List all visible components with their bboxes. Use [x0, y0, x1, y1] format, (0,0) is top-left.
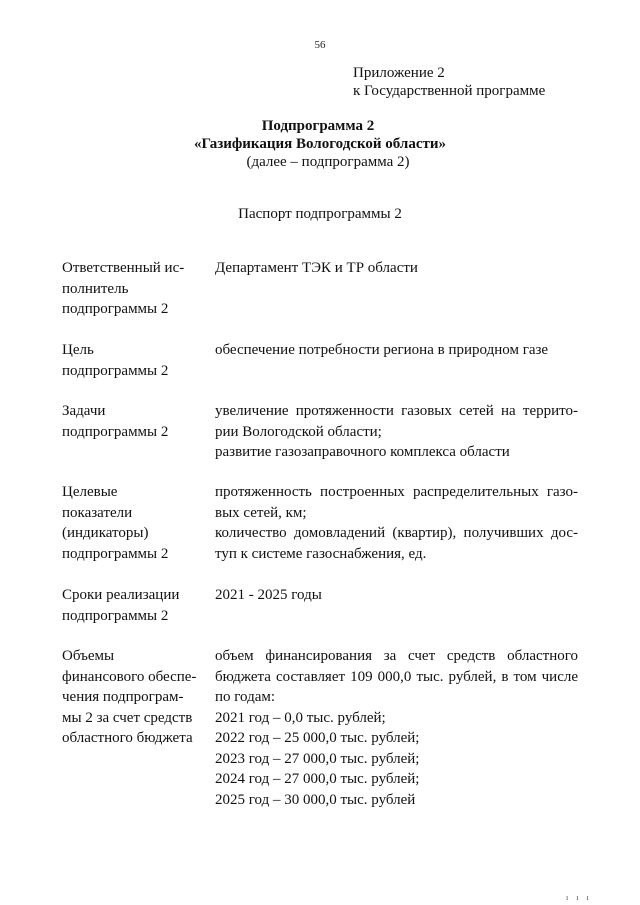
content-line: 2021 - 2025 годы [215, 587, 322, 603]
label-line: Сроки реализации [62, 587, 180, 603]
row-label [62, 258, 212, 320]
label-line: областного бюджета [62, 730, 193, 746]
appendix-line-1: Приложение 2 [353, 65, 445, 81]
row-content [215, 401, 578, 463]
title-line-2: «Газификация Вологодской области» [193, 136, 446, 152]
content-line: 2022 год – 25 000,0 тыс. рублей; [215, 730, 420, 746]
label-line: подпрограммы 2 [62, 607, 169, 624]
label-line: (индикаторы) [62, 525, 149, 541]
content-line: увеличение протяженности газовых сетей на террито- [215, 403, 578, 419]
content-line: бюджета составляет 109 000,0 тыс. рублей, в том числе [215, 668, 578, 685]
label-line: Задачи [62, 403, 106, 419]
label-line: подпрограммы 2 [62, 545, 169, 562]
row-label [62, 401, 212, 442]
title-line-1: Подпрограмма 2 [261, 118, 375, 134]
row-content [215, 482, 578, 564]
content-line: объем финансирования за счет средств областного [215, 648, 578, 664]
content-line: количество домовладений (квартир), получивших дос- [215, 525, 578, 541]
content-line: 2024 год – 27 000,0 тыс. рублей; [215, 771, 420, 787]
page-number: 56 [314, 39, 326, 51]
row-label [62, 585, 212, 626]
content-line: Департамент ТЭК и ТР области [215, 260, 418, 276]
appendix-heading [353, 64, 545, 100]
label-line: полнитель [62, 280, 129, 297]
label-line: подпрограммы 2 [62, 362, 169, 379]
label-line: Ответственный ис- [62, 260, 185, 276]
row-label [62, 646, 212, 749]
label-line: Цель [62, 342, 94, 358]
label-line: чения подпрограм- [62, 689, 184, 705]
passport-title: Паспорт подпрограммы 2 [238, 206, 402, 222]
content-line: развитие газозаправочного комплекса области [215, 444, 510, 460]
row-content [215, 340, 578, 361]
content-line: рии Вологодской области; [215, 423, 382, 440]
label-line: показатели [62, 504, 133, 521]
subprogram-title [0, 117, 640, 171]
appendix-line-2: к Государственной программе [353, 83, 546, 99]
content-line: 2023 год – 27 000,0 тыс. рублей; [215, 750, 420, 767]
label-line: финансового обеспе- [62, 668, 197, 685]
title-line-3: (далее – подпрограмма 2) [246, 154, 410, 170]
content-line: вых сетей, км; [215, 504, 307, 521]
label-line: подпрограммы 2 [62, 301, 169, 317]
content-line: обеспечение потребности региона в природном газе [215, 342, 549, 358]
corner-marks: ı ı ı [566, 893, 592, 902]
content-line: туп к системе газоснабжения, ед. [215, 545, 427, 562]
content-line: по годам: [215, 689, 276, 705]
row-label [62, 482, 212, 564]
label-line: Объемы [62, 648, 115, 664]
row-content [215, 258, 578, 279]
content-line: 2025 год – 30 000,0 тыс. рублей [215, 791, 416, 808]
label-line: мы 2 за счет средств [62, 709, 193, 726]
label-line: подпрограммы 2 [62, 423, 169, 440]
row-label [62, 340, 212, 381]
content-line: 2021 год – 0,0 тыс. рублей; [215, 709, 386, 726]
row-content [215, 585, 578, 606]
row-content [215, 646, 578, 810]
label-line: Целевые [62, 484, 118, 500]
content-line: протяженность построенных распределительных газо- [215, 484, 578, 500]
